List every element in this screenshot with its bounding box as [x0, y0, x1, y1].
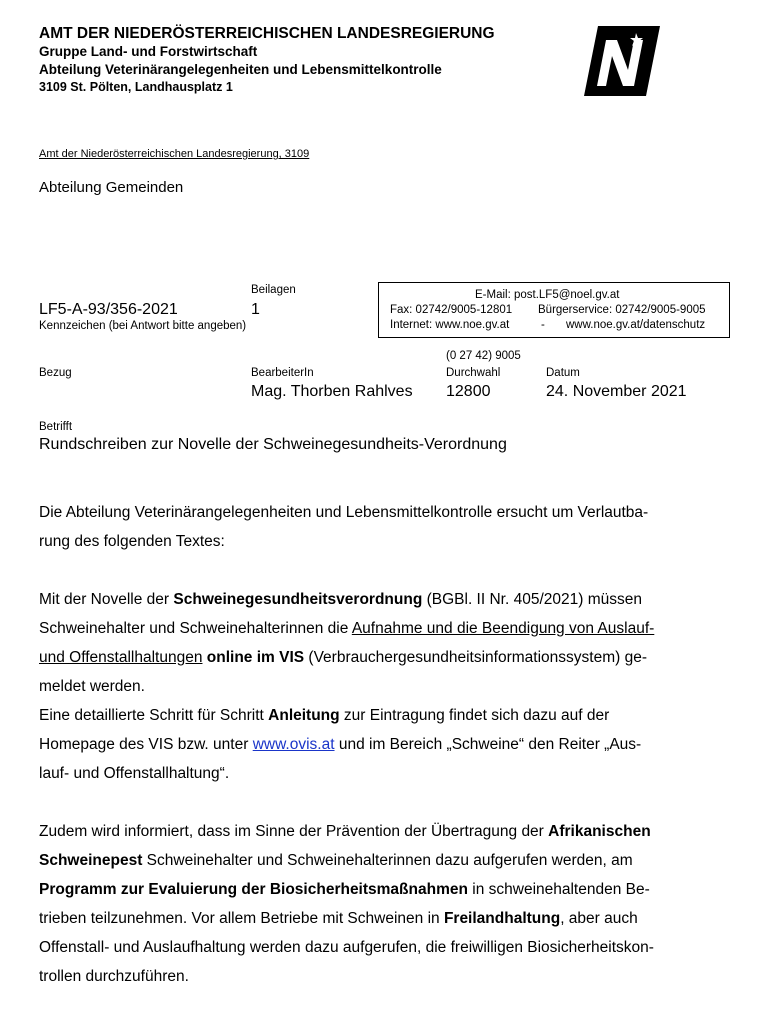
body-line: Schweinehalter und Schweinehalterinnen die Aufnahme und die Beendigung von Auslauf- — [39, 620, 655, 637]
extension-value: 12800 — [446, 383, 491, 400]
body-line: Mit der Novelle der Schweinegesundheitsverordnung (BGBl. II Nr. 405/2021) müssen — [39, 591, 642, 608]
body-line: Die Abteilung Veterinärangelegenheiten und Lebensmittelkontrolle ersucht um Verlautba- — [39, 504, 649, 521]
subject-value: Rundschreiben zur Novelle der Schweinegesundheits-Verordnung — [39, 436, 507, 453]
date-label: Datum — [546, 367, 580, 379]
body-line: Zudem wird informiert, dass im Sinne der Prävention der Übertragung der Afrikanischen — [39, 823, 651, 840]
body-line: rung des folgenden Textes: — [39, 533, 225, 550]
group-name: Gruppe Land- und Forstwirtschaft — [39, 44, 258, 59]
contact-service: Bürgerservice: 02742/9005-9005 — [538, 304, 706, 316]
sender-line: Amt der Niederösterreichischen Landesregierung, 3109 — [39, 148, 310, 160]
attachments-value: 1 — [251, 301, 260, 318]
contact-email: E-Mail: post.LF5@noel.gv.at — [475, 289, 620, 301]
ovis-link[interactable]: www.ovis.at — [252, 736, 335, 753]
extension-label: Durchwahl — [446, 367, 501, 379]
reference-code: LF5-A-93/356-2021 — [39, 301, 178, 318]
body-line: und Offenstallhaltungen online im VIS (Verbrauchergesundheitsinformationssystem) ge- — [39, 649, 647, 666]
body-line: lauf- und Offenstallhaltung“. — [39, 765, 230, 782]
emphasis: Programm zur Evaluierung der Biosicherheitsmaßnahmen — [39, 881, 468, 898]
department-name: Abteilung Veterinärangelegenheiten und Lebensmittelkontrolle — [39, 62, 442, 77]
subject-label: Betrifft — [39, 421, 73, 433]
body-line: meldet werden. — [39, 678, 145, 695]
contact-box — [378, 282, 730, 338]
emphasis: Afrikanischen — [548, 823, 651, 840]
body-line: Schweinepest Schweinehalter und Schweinehalterinnen dazu aufgerufen werden, am — [39, 852, 633, 869]
reference-code-label: Kennzeichen (bei Antwort bitte angeben) — [39, 320, 247, 332]
emphasis: Schweinepest — [39, 852, 143, 869]
underlined-text: und Offenstallhaltungen — [39, 649, 203, 666]
emphasis: Freilandhaltung — [443, 910, 561, 927]
body-line: trollen durchzuführen. — [39, 968, 189, 985]
noe-logo-icon — [584, 26, 660, 96]
contact-fax: Fax: 02742/9005-12801 — [390, 304, 513, 316]
date-value: 24. November 2021 — [546, 383, 687, 400]
emphasis: online im VIS — [206, 649, 305, 666]
body-line: Homepage des VIS bzw. unter www.ovis.at und im Bereich „Schweine“ den Reiter „Aus- — [39, 736, 642, 753]
authority-title: AMT DER NIEDERÖSTERREICHISCHEN LANDESREGIERUNG — [39, 25, 495, 42]
contact-privacy: www.noe.gv.at/datenschutz — [566, 319, 706, 331]
body-line: trieben teilzunehmen. Vor allem Betriebe mit Schweinen in Freilandhaltung, aber auch — [39, 910, 638, 927]
contact-dash: - — [541, 319, 545, 331]
underlined-text: Aufnahme und die Beendigung von Auslauf- — [351, 620, 655, 637]
phone-prefix: (0 27 42) 9005 — [446, 350, 521, 362]
body-line: Programm zur Evaluierung der Biosicherheitsmaßnahmen in schweinehaltenden Be- — [39, 881, 650, 898]
emphasis: Anleitung — [268, 707, 340, 724]
body-line: Eine detaillierte Schritt für Schritt Anleitung zur Eintragung findet sich dazu auf der — [39, 707, 610, 724]
bezug-label: Bezug — [39, 367, 72, 379]
clerk-label: BearbeiterIn — [251, 367, 314, 379]
address: 3109 St. Pölten, Landhausplatz 1 — [39, 80, 233, 94]
body-line: Offenstall- und Auslaufhaltung werden dazu aufgerufen, die freiwilligen Biosicherheitskon- — [39, 939, 654, 956]
contact-internet: Internet: www.noe.gv.at — [390, 319, 510, 331]
clerk-value: Mag. Thorben Rahlves — [251, 383, 413, 400]
emphasis: Schweinegesundheitsverordnung — [173, 591, 423, 608]
attachments-label: Beilagen — [251, 284, 296, 296]
recipient: Abteilung Gemeinden — [39, 179, 184, 196]
